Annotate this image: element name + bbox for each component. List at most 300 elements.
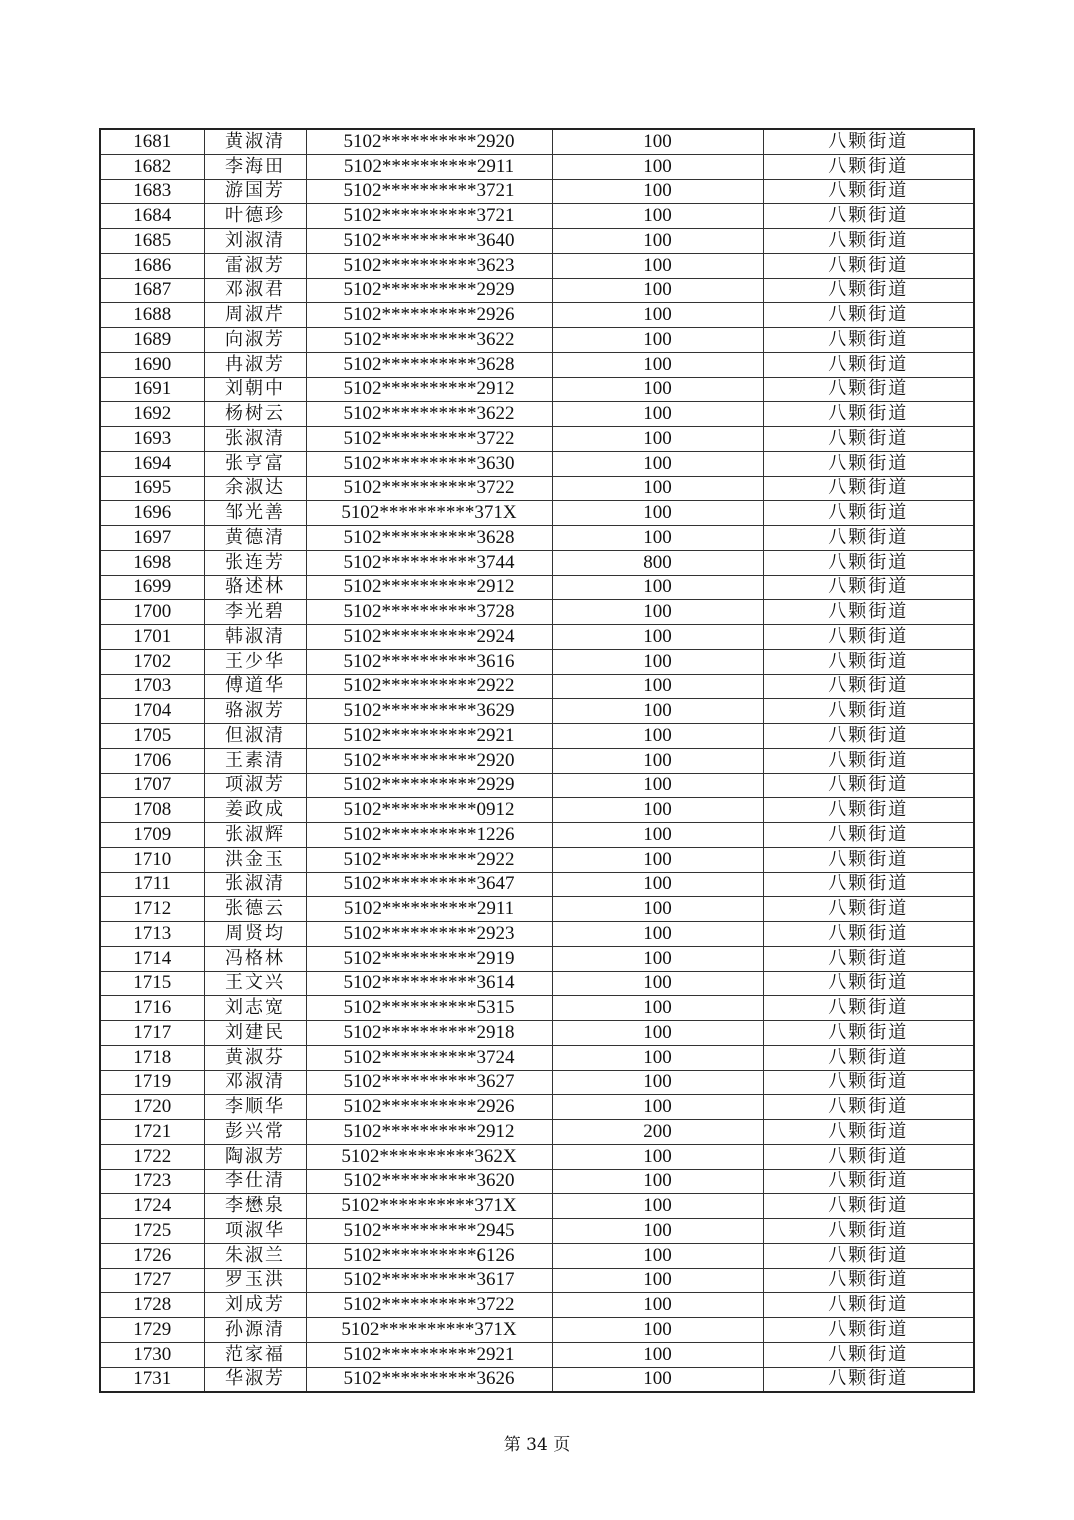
amount-cell: 100 (552, 649, 763, 674)
table-row (100, 1070, 974, 1095)
person-name-cell: 傅道华 (204, 674, 306, 699)
id-number-cell: 5102**********3647 (306, 872, 552, 897)
person-name-cell: 彭兴常 (204, 1120, 306, 1145)
row-number-cell: 1701 (100, 625, 204, 650)
subdistrict-cell: 八颗街道 (763, 649, 974, 674)
table-row (100, 625, 974, 650)
row-number-cell: 1703 (100, 674, 204, 699)
subdistrict-cell: 八颗街道 (763, 278, 974, 303)
amount-cell: 100 (552, 946, 763, 971)
subdistrict-cell: 八颗街道 (763, 129, 974, 154)
person-name-cell: 华淑芳 (204, 1367, 306, 1392)
person-name-cell: 杨树云 (204, 402, 306, 427)
subdistrict-cell: 八颗街道 (763, 699, 974, 724)
person-name-cell: 李顺华 (204, 1095, 306, 1120)
row-number-cell: 1697 (100, 526, 204, 551)
table-row (100, 1219, 974, 1244)
row-number-cell: 1687 (100, 278, 204, 303)
table-row (100, 427, 974, 452)
row-number-cell: 1711 (100, 872, 204, 897)
table-row (100, 1268, 974, 1293)
amount-cell: 100 (552, 377, 763, 402)
id-number-cell: 5102**********2924 (306, 625, 552, 650)
subdistrict-cell: 八颗街道 (763, 674, 974, 699)
table-row (100, 476, 974, 501)
id-number-cell: 5102**********3617 (306, 1268, 552, 1293)
row-number-cell: 1713 (100, 922, 204, 947)
row-number-cell: 1724 (100, 1194, 204, 1219)
table-row (100, 946, 974, 971)
id-number-cell: 5102**********371X (306, 1318, 552, 1343)
id-number-cell: 5102**********2920 (306, 748, 552, 773)
table-row (100, 303, 974, 328)
row-number-cell: 1727 (100, 1268, 204, 1293)
id-number-cell: 5102**********3623 (306, 253, 552, 278)
id-number-cell: 5102**********3640 (306, 229, 552, 254)
amount-cell: 100 (552, 1219, 763, 1244)
subdistrict-cell: 八颗街道 (763, 773, 974, 798)
id-number-cell: 5102**********3626 (306, 1367, 552, 1392)
person-name-cell: 但淑清 (204, 724, 306, 749)
subdistrict-cell: 八颗街道 (763, 352, 974, 377)
amount-cell: 100 (552, 748, 763, 773)
row-number-cell: 1683 (100, 179, 204, 204)
id-number-cell: 5102**********6126 (306, 1243, 552, 1268)
row-number-cell: 1690 (100, 352, 204, 377)
amount-cell: 100 (552, 1194, 763, 1219)
person-name-cell: 张德云 (204, 897, 306, 922)
amount-cell: 100 (552, 773, 763, 798)
amount-cell: 100 (552, 1367, 763, 1392)
row-number-cell: 1715 (100, 971, 204, 996)
roster-table (99, 128, 975, 1393)
table-row (100, 352, 974, 377)
id-number-cell: 5102**********3721 (306, 204, 552, 229)
row-number-cell: 1716 (100, 996, 204, 1021)
person-name-cell: 黄淑清 (204, 129, 306, 154)
table-row (100, 897, 974, 922)
subdistrict-cell: 八颗街道 (763, 971, 974, 996)
person-name-cell: 李海田 (204, 154, 306, 179)
table-row (100, 1194, 974, 1219)
amount-cell: 100 (552, 278, 763, 303)
row-number-cell: 1684 (100, 204, 204, 229)
subdistrict-cell: 八颗街道 (763, 550, 974, 575)
amount-cell: 100 (552, 1144, 763, 1169)
subdistrict-cell: 八颗街道 (763, 1293, 974, 1318)
roster-table-body (100, 129, 974, 1392)
subdistrict-cell: 八颗街道 (763, 476, 974, 501)
amount-cell: 100 (552, 724, 763, 749)
person-name-cell: 张淑辉 (204, 823, 306, 848)
table-row (100, 229, 974, 254)
subdistrict-cell: 八颗街道 (763, 328, 974, 353)
table-row (100, 154, 974, 179)
id-number-cell: 5102**********2911 (306, 154, 552, 179)
row-number-cell: 1719 (100, 1070, 204, 1095)
person-name-cell: 姜政成 (204, 798, 306, 823)
amount-cell: 100 (552, 328, 763, 353)
id-number-cell: 5102**********2912 (306, 1120, 552, 1145)
amount-cell: 100 (552, 1342, 763, 1367)
person-name-cell: 项淑芳 (204, 773, 306, 798)
row-number-cell: 1698 (100, 550, 204, 575)
row-number-cell: 1717 (100, 1021, 204, 1046)
subdistrict-cell: 八颗街道 (763, 872, 974, 897)
row-number-cell: 1689 (100, 328, 204, 353)
amount-cell: 100 (552, 476, 763, 501)
subdistrict-cell: 八颗街道 (763, 600, 974, 625)
amount-cell: 100 (552, 600, 763, 625)
row-number-cell: 1692 (100, 402, 204, 427)
amount-cell: 100 (552, 625, 763, 650)
table-row (100, 699, 974, 724)
subdistrict-cell: 八颗街道 (763, 996, 974, 1021)
id-number-cell: 5102**********2945 (306, 1219, 552, 1244)
id-number-cell: 5102**********3620 (306, 1169, 552, 1194)
table-row (100, 600, 974, 625)
id-number-cell: 5102**********2918 (306, 1021, 552, 1046)
id-number-cell: 5102**********3724 (306, 1045, 552, 1070)
subdistrict-cell: 八颗街道 (763, 1021, 974, 1046)
person-name-cell: 骆述林 (204, 575, 306, 600)
row-number-cell: 1718 (100, 1045, 204, 1070)
row-number-cell: 1707 (100, 773, 204, 798)
table-row (100, 1318, 974, 1343)
amount-cell: 100 (552, 1318, 763, 1343)
table-row (100, 451, 974, 476)
row-number-cell: 1720 (100, 1095, 204, 1120)
row-number-cell: 1696 (100, 501, 204, 526)
subdistrict-cell: 八颗街道 (763, 1243, 974, 1268)
person-name-cell: 冯格林 (204, 946, 306, 971)
row-number-cell: 1705 (100, 724, 204, 749)
id-number-cell: 5102**********3627 (306, 1070, 552, 1095)
row-number-cell: 1709 (100, 823, 204, 848)
person-name-cell: 雷淑芳 (204, 253, 306, 278)
row-number-cell: 1722 (100, 1144, 204, 1169)
table-row (100, 847, 974, 872)
subdistrict-cell: 八颗街道 (763, 1144, 974, 1169)
id-number-cell: 5102**********0912 (306, 798, 552, 823)
id-number-cell: 5102**********2921 (306, 1342, 552, 1367)
subdistrict-cell: 八颗街道 (763, 451, 974, 476)
person-name-cell: 周淑芹 (204, 303, 306, 328)
table-row (100, 773, 974, 798)
table-row (100, 501, 974, 526)
person-name-cell: 冉淑芳 (204, 352, 306, 377)
row-number-cell: 1693 (100, 427, 204, 452)
person-name-cell: 刘成芳 (204, 1293, 306, 1318)
row-number-cell: 1688 (100, 303, 204, 328)
amount-cell: 200 (552, 1120, 763, 1145)
row-number-cell: 1695 (100, 476, 204, 501)
subdistrict-cell: 八颗街道 (763, 253, 974, 278)
id-number-cell: 5102**********3616 (306, 649, 552, 674)
subdistrict-cell: 八颗街道 (763, 377, 974, 402)
table-row (100, 328, 974, 353)
subdistrict-cell: 八颗街道 (763, 501, 974, 526)
subdistrict-cell: 八颗街道 (763, 922, 974, 947)
row-number-cell: 1706 (100, 748, 204, 773)
subdistrict-cell: 八颗街道 (763, 724, 974, 749)
row-number-cell: 1708 (100, 798, 204, 823)
id-number-cell: 5102**********3622 (306, 402, 552, 427)
person-name-cell: 黄德清 (204, 526, 306, 551)
amount-cell: 100 (552, 1243, 763, 1268)
id-number-cell: 5102**********2929 (306, 278, 552, 303)
id-number-cell: 5102**********3722 (306, 1293, 552, 1318)
subdistrict-cell: 八颗街道 (763, 154, 974, 179)
id-number-cell: 5102**********2921 (306, 724, 552, 749)
amount-cell: 100 (552, 427, 763, 452)
amount-cell: 100 (552, 971, 763, 996)
id-number-cell: 5102**********2912 (306, 575, 552, 600)
id-number-cell: 5102**********3728 (306, 600, 552, 625)
row-number-cell: 1723 (100, 1169, 204, 1194)
page-number: 第 34 页 (503, 1435, 571, 1455)
row-number-cell: 1730 (100, 1342, 204, 1367)
row-number-cell: 1699 (100, 575, 204, 600)
table-row (100, 1342, 974, 1367)
row-number-cell: 1728 (100, 1293, 204, 1318)
subdistrict-cell: 八颗街道 (763, 798, 974, 823)
person-name-cell: 韩淑清 (204, 625, 306, 650)
id-number-cell: 5102**********2919 (306, 946, 552, 971)
amount-cell: 100 (552, 451, 763, 476)
amount-cell: 100 (552, 1293, 763, 1318)
id-number-cell: 5102**********3622 (306, 328, 552, 353)
person-name-cell: 刘淑清 (204, 229, 306, 254)
row-number-cell: 1712 (100, 897, 204, 922)
person-name-cell: 邓淑清 (204, 1070, 306, 1095)
amount-cell: 800 (552, 550, 763, 575)
subdistrict-cell: 八颗街道 (763, 1318, 974, 1343)
row-number-cell: 1704 (100, 699, 204, 724)
subdistrict-cell: 八颗街道 (763, 1045, 974, 1070)
id-number-cell: 5102**********2912 (306, 377, 552, 402)
row-number-cell: 1700 (100, 600, 204, 625)
id-number-cell: 5102**********3614 (306, 971, 552, 996)
subdistrict-cell: 八颗街道 (763, 1070, 974, 1095)
subdistrict-cell: 八颗街道 (763, 1268, 974, 1293)
amount-cell: 100 (552, 674, 763, 699)
table-row (100, 278, 974, 303)
table-row (100, 798, 974, 823)
person-name-cell: 张亨富 (204, 451, 306, 476)
table-row (100, 377, 974, 402)
id-number-cell: 5102**********2922 (306, 847, 552, 872)
table-row (100, 526, 974, 551)
subdistrict-cell: 八颗街道 (763, 1120, 974, 1145)
row-number-cell: 1681 (100, 129, 204, 154)
amount-cell: 100 (552, 1095, 763, 1120)
person-name-cell: 陶淑芳 (204, 1144, 306, 1169)
amount-cell: 100 (552, 699, 763, 724)
table-row (100, 971, 974, 996)
person-name-cell: 周贤均 (204, 922, 306, 947)
id-number-cell: 5102**********2922 (306, 674, 552, 699)
table-row (100, 823, 974, 848)
person-name-cell: 游国芳 (204, 179, 306, 204)
row-number-cell: 1691 (100, 377, 204, 402)
id-number-cell: 5102**********2920 (306, 129, 552, 154)
amount-cell: 100 (552, 229, 763, 254)
row-number-cell: 1714 (100, 946, 204, 971)
subdistrict-cell: 八颗街道 (763, 1169, 974, 1194)
amount-cell: 100 (552, 1169, 763, 1194)
table-row (100, 253, 974, 278)
person-name-cell: 李光碧 (204, 600, 306, 625)
subdistrict-cell: 八颗街道 (763, 1095, 974, 1120)
row-number-cell: 1726 (100, 1243, 204, 1268)
table-row (100, 1095, 974, 1120)
id-number-cell: 5102**********3722 (306, 476, 552, 501)
amount-cell: 100 (552, 1021, 763, 1046)
table-row (100, 1120, 974, 1145)
person-name-cell: 张连芳 (204, 550, 306, 575)
person-name-cell: 洪金玉 (204, 847, 306, 872)
amount-cell: 100 (552, 352, 763, 377)
subdistrict-cell: 八颗街道 (763, 823, 974, 848)
person-name-cell: 张淑清 (204, 872, 306, 897)
row-number-cell: 1710 (100, 847, 204, 872)
person-name-cell: 项淑华 (204, 1219, 306, 1244)
person-name-cell: 叶德珍 (204, 204, 306, 229)
table-row (100, 204, 974, 229)
table-row (100, 872, 974, 897)
subdistrict-cell: 八颗街道 (763, 427, 974, 452)
table-row (100, 1169, 974, 1194)
person-name-cell: 向淑芳 (204, 328, 306, 353)
id-number-cell: 5102**********3630 (306, 451, 552, 476)
id-number-cell: 5102**********2911 (306, 897, 552, 922)
subdistrict-cell: 八颗街道 (763, 179, 974, 204)
subdistrict-cell: 八颗街道 (763, 526, 974, 551)
subdistrict-cell: 八颗街道 (763, 748, 974, 773)
person-name-cell: 王素清 (204, 748, 306, 773)
person-name-cell: 范家福 (204, 1342, 306, 1367)
table-row (100, 674, 974, 699)
person-name-cell: 孙源清 (204, 1318, 306, 1343)
person-name-cell: 刘志宽 (204, 996, 306, 1021)
id-number-cell: 5102**********371X (306, 501, 552, 526)
subdistrict-cell: 八颗街道 (763, 1194, 974, 1219)
person-name-cell: 王少华 (204, 649, 306, 674)
amount-cell: 100 (552, 1070, 763, 1095)
amount-cell: 100 (552, 1268, 763, 1293)
amount-cell: 100 (552, 204, 763, 229)
table-row (100, 1021, 974, 1046)
amount-cell: 100 (552, 154, 763, 179)
table-row (100, 129, 974, 154)
amount-cell: 100 (552, 253, 763, 278)
table-row (100, 575, 974, 600)
subdistrict-cell: 八颗街道 (763, 1367, 974, 1392)
person-name-cell: 王文兴 (204, 971, 306, 996)
amount-cell: 100 (552, 575, 763, 600)
table-row (100, 922, 974, 947)
table-row (100, 1367, 974, 1392)
table-row (100, 724, 974, 749)
row-number-cell: 1686 (100, 253, 204, 278)
amount-cell: 100 (552, 501, 763, 526)
table-row (100, 748, 974, 773)
subdistrict-cell: 八颗街道 (763, 946, 974, 971)
person-name-cell: 刘朝中 (204, 377, 306, 402)
person-name-cell: 刘建民 (204, 1021, 306, 1046)
amount-cell: 100 (552, 526, 763, 551)
amount-cell: 100 (552, 872, 763, 897)
id-number-cell: 5102**********2926 (306, 1095, 552, 1120)
row-number-cell: 1731 (100, 1367, 204, 1392)
amount-cell: 100 (552, 897, 763, 922)
table-row (100, 649, 974, 674)
amount-cell: 100 (552, 847, 763, 872)
row-number-cell: 1682 (100, 154, 204, 179)
id-number-cell: 5102**********3628 (306, 352, 552, 377)
person-name-cell: 邓淑君 (204, 278, 306, 303)
table-row (100, 550, 974, 575)
amount-cell: 100 (552, 1045, 763, 1070)
subdistrict-cell: 八颗街道 (763, 204, 974, 229)
person-name-cell: 李仕清 (204, 1169, 306, 1194)
row-number-cell: 1729 (100, 1318, 204, 1343)
table-row (100, 1243, 974, 1268)
row-number-cell: 1725 (100, 1219, 204, 1244)
amount-cell: 100 (552, 402, 763, 427)
id-number-cell: 5102**********2929 (306, 773, 552, 798)
person-name-cell: 黄淑芬 (204, 1045, 306, 1070)
subdistrict-cell: 八颗街道 (763, 303, 974, 328)
subdistrict-cell: 八颗街道 (763, 847, 974, 872)
subdistrict-cell: 八颗街道 (763, 625, 974, 650)
table-row (100, 179, 974, 204)
subdistrict-cell: 八颗街道 (763, 402, 974, 427)
subdistrict-cell: 八颗街道 (763, 575, 974, 600)
table-row (100, 402, 974, 427)
id-number-cell: 5102**********3722 (306, 427, 552, 452)
id-number-cell: 5102**********3628 (306, 526, 552, 551)
subdistrict-cell: 八颗街道 (763, 1219, 974, 1244)
id-number-cell: 5102**********2923 (306, 922, 552, 947)
person-name-cell: 张淑清 (204, 427, 306, 452)
table-row (100, 1144, 974, 1169)
person-name-cell: 李懋泉 (204, 1194, 306, 1219)
id-number-cell: 5102**********1226 (306, 823, 552, 848)
table-row (100, 1293, 974, 1318)
amount-cell: 100 (552, 996, 763, 1021)
table-row (100, 996, 974, 1021)
id-number-cell: 5102**********5315 (306, 996, 552, 1021)
id-number-cell: 5102**********3629 (306, 699, 552, 724)
id-number-cell: 5102**********3744 (306, 550, 552, 575)
row-number-cell: 1694 (100, 451, 204, 476)
person-name-cell: 邹光善 (204, 501, 306, 526)
id-number-cell: 5102**********2926 (306, 303, 552, 328)
table-row (100, 1045, 974, 1070)
amount-cell: 100 (552, 823, 763, 848)
person-name-cell: 余淑达 (204, 476, 306, 501)
amount-cell: 100 (552, 798, 763, 823)
amount-cell: 100 (552, 129, 763, 154)
subdistrict-cell: 八颗街道 (763, 897, 974, 922)
id-number-cell: 5102**********362X (306, 1144, 552, 1169)
person-name-cell: 骆淑芳 (204, 699, 306, 724)
person-name-cell: 罗玉洪 (204, 1268, 306, 1293)
row-number-cell: 1721 (100, 1120, 204, 1145)
person-name-cell: 朱淑兰 (204, 1243, 306, 1268)
